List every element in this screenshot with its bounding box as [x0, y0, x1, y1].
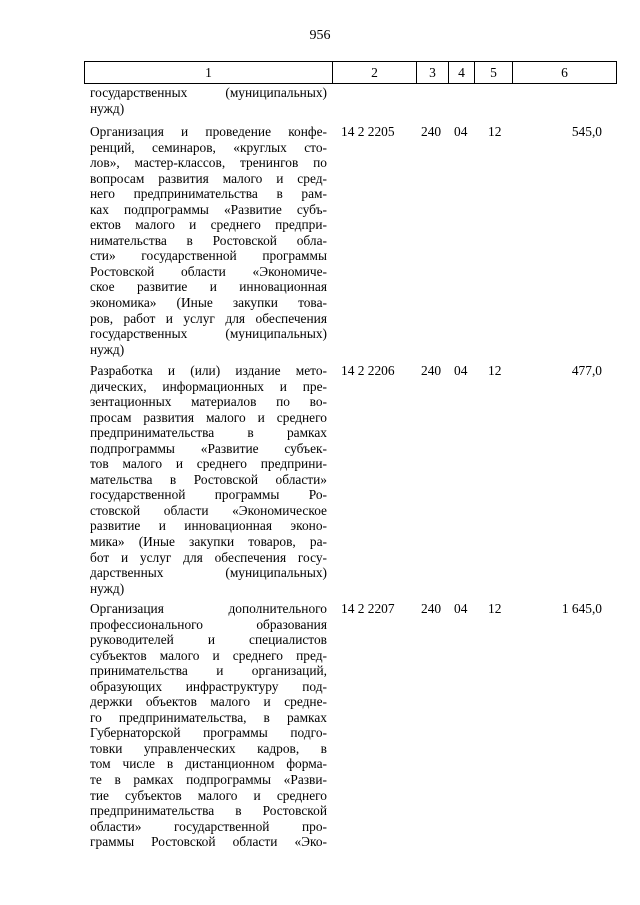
- description-line: Разработка и (или) издание мето-: [90, 363, 327, 378]
- row-description: [90, 601, 327, 850]
- description-line: дарственных (муниципальных): [90, 565, 327, 581]
- description-line: нужд): [90, 100, 125, 116]
- description-line: стовской области «Экономическое: [90, 502, 327, 518]
- expense-type-code: 240: [421, 124, 442, 139]
- description-line: государственной программы Ро-: [90, 487, 327, 503]
- amount-value: 477,0: [571, 363, 602, 378]
- description-line: нимательства в Ростовской обла-: [90, 232, 327, 248]
- description-line: ренций, семинаров, «круглых сто-: [90, 139, 327, 155]
- description-line: принимательства и организаций,: [90, 663, 327, 679]
- description-line: Губернаторской программы подго-: [90, 725, 327, 741]
- description-line: бот и услуг для обеспечения госу-: [90, 549, 327, 565]
- description-line: зентационных материалов по во-: [90, 394, 327, 410]
- description-line: профессионального образования: [90, 616, 327, 632]
- column-header-4: 4: [449, 62, 475, 84]
- description-line: мательства в Ростовской области»: [90, 471, 327, 487]
- amount-value: 545,0: [571, 124, 602, 139]
- description-line: Организация и проведение конфе-: [90, 124, 327, 139]
- description-line: граммы Ростовской области «Эко-: [90, 834, 327, 850]
- subsection-code: 12: [488, 601, 502, 616]
- description-line: предпринимательства в рамках: [90, 425, 327, 441]
- description-line: те в рамках подпрограммы «Разви-: [90, 772, 327, 788]
- description-line: ектов малого и среднего предпри-: [90, 217, 327, 233]
- description-line: мика» (Иные закупки товаров, ра-: [90, 534, 327, 550]
- column-header-3: 3: [417, 62, 449, 84]
- section-code: 04: [454, 124, 468, 139]
- description-line: подпрограммы «Развитие субъек-: [90, 440, 327, 456]
- description-line: нужд): [90, 580, 125, 596]
- column-header-5: 5: [475, 62, 513, 84]
- description-line: го предпринимательства, в рамках: [90, 709, 327, 725]
- column-header-2: 2: [333, 62, 417, 84]
- description-line: ское развитие и инновационная: [90, 279, 327, 295]
- section-code: 04: [454, 363, 468, 378]
- description-line: экономика» (Иные закупки това-: [90, 295, 327, 311]
- subsection-code: 12: [488, 363, 502, 378]
- column-header-row: [85, 62, 617, 84]
- description-line: том числе в дистанционном форма-: [90, 756, 327, 772]
- description-line: развитие и инновационная эконо-: [90, 518, 327, 534]
- target-code: 14 2 2207: [341, 601, 395, 616]
- description-line: товки управленческих кадров, в: [90, 740, 327, 756]
- description-line: сти» государственной программы: [90, 248, 327, 264]
- row-description: [90, 124, 327, 357]
- description-line: нужд): [90, 341, 125, 357]
- description-line: лов», мастер-классов, тренингов по: [90, 155, 327, 171]
- description-line: Организация дополнительного: [90, 601, 327, 616]
- column-header-6: 6: [513, 62, 617, 84]
- row-description: [90, 85, 327, 116]
- target-code: 14 2 2206: [341, 363, 395, 378]
- description-line: дических, информационных и пре-: [90, 378, 327, 394]
- description-line: государственных (муниципальных): [90, 85, 327, 100]
- column-header-1: 1: [85, 62, 333, 84]
- description-line: ках подпрограммы «Развитие субъ-: [90, 201, 327, 217]
- expense-type-code: 240: [421, 601, 442, 616]
- expense-type-code: 240: [421, 363, 442, 378]
- section-code: 04: [454, 601, 468, 616]
- description-line: государственных (муниципальных): [90, 326, 327, 342]
- page-number: 956: [309, 28, 331, 43]
- description-line: него предпринимательства в рам-: [90, 186, 327, 202]
- subsection-code: 12: [488, 124, 502, 139]
- description-line: образующих инфраструктуру под-: [90, 678, 327, 694]
- description-line: вопросам развития малого и сред-: [90, 170, 327, 186]
- column-header-table: [84, 61, 617, 84]
- description-line: держки объектов малого и средне-: [90, 694, 327, 710]
- description-line: просам развития малого и среднего: [90, 409, 327, 425]
- amount-value: 1 645,0: [561, 601, 602, 616]
- description-line: области» государственной про-: [90, 818, 327, 834]
- description-line: ров, работ и услуг для обеспечения: [90, 310, 327, 326]
- description-line: руководителей и специалистов: [90, 632, 327, 648]
- target-code: 14 2 2205: [341, 124, 395, 139]
- description-line: Ростовской области «Экономиче-: [90, 263, 327, 279]
- row-description: [90, 363, 327, 596]
- description-line: предпринимательства в Ростовской: [90, 803, 327, 819]
- description-line: тов малого и среднего предприни-: [90, 456, 327, 472]
- description-line: тие субъектов малого и среднего: [90, 787, 327, 803]
- description-line: субъектов малого и среднего пред-: [90, 647, 327, 663]
